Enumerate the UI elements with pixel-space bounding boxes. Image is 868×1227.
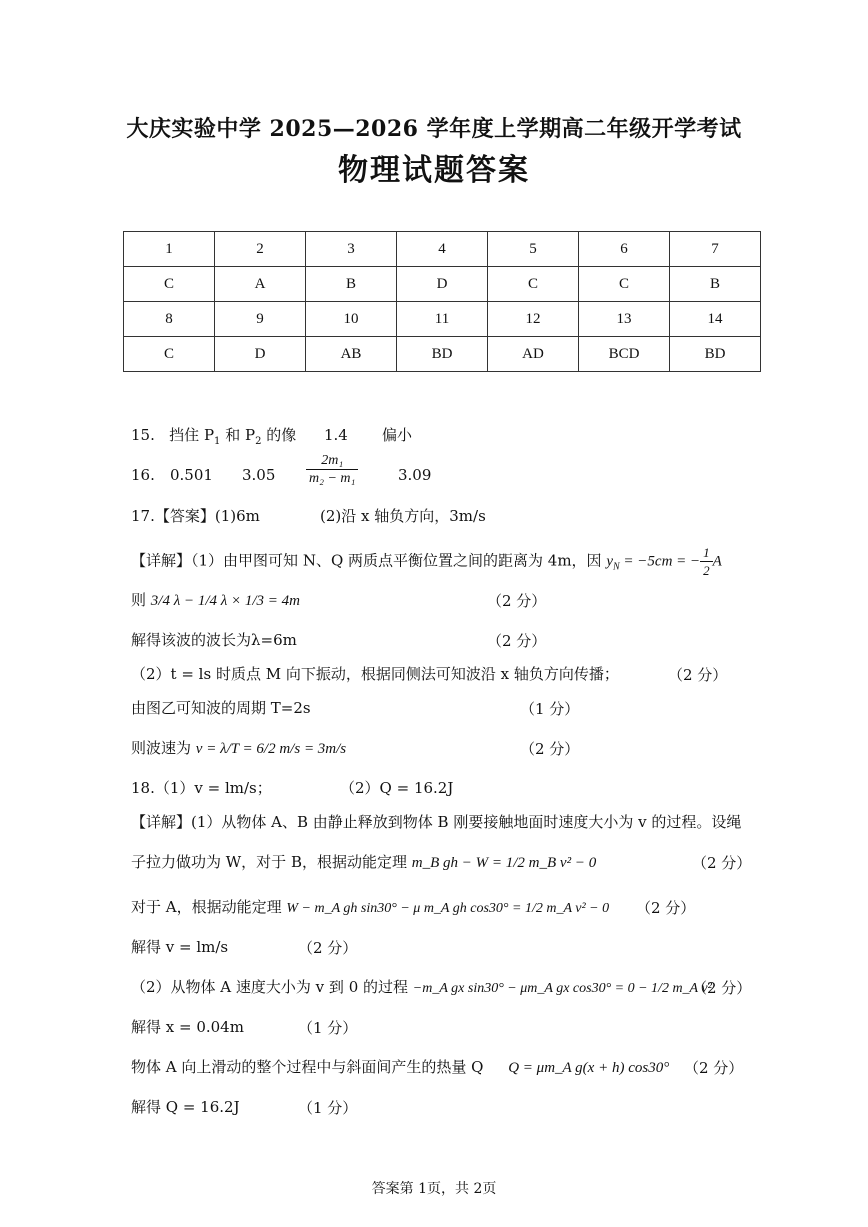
q17-half-num: 1 bbox=[700, 544, 713, 562]
q15-line bbox=[131, 425, 296, 452]
q18-detail8: 解得 Q = 16.2J bbox=[131, 1098, 240, 1116]
q18-detail7-text: 物体 A 向上滑动的整个过程中与斜面间产生的热量 Q bbox=[131, 1058, 484, 1076]
table-cell: 9 bbox=[215, 302, 306, 337]
q18-answer2: （2）Q = 16.2J bbox=[340, 779, 454, 797]
q18-detail2-expr: m_B gh − W = 1/2 m_B v² − 0 bbox=[411, 855, 597, 871]
q18-answer1: 18.（1）v = lm/s； bbox=[131, 779, 272, 797]
table-row bbox=[124, 337, 761, 372]
q17-answer: 17.【答案】(1)6m bbox=[131, 507, 260, 525]
table-cell: 10 bbox=[306, 302, 397, 337]
table-cell: 7 bbox=[670, 232, 761, 267]
q17-detail6 bbox=[131, 738, 346, 759]
q15-answer-mid: 和 P bbox=[220, 426, 256, 444]
q18-score5: （1 分） bbox=[298, 1019, 358, 1037]
q18-detail3-text: 对于 A，根据动能定理 bbox=[131, 898, 282, 916]
q18-detail3 bbox=[131, 897, 609, 919]
table-cell: C bbox=[488, 267, 579, 302]
table-row bbox=[124, 302, 761, 337]
q17-score3: （2 分） bbox=[668, 666, 728, 684]
table-cell: 5 bbox=[488, 232, 579, 267]
table-row bbox=[124, 232, 761, 267]
q17-score5: （2 分） bbox=[520, 740, 580, 758]
page-footer: 答案第 1页，共 2页 bbox=[371, 1181, 497, 1197]
q17-y-symbol: y bbox=[606, 553, 613, 570]
table-cell: C bbox=[124, 337, 215, 372]
table-cell: D bbox=[397, 267, 488, 302]
q18-detail6: 解得 x = 0.04m bbox=[131, 1018, 244, 1036]
q18-score1: （2 分） bbox=[692, 854, 752, 872]
q16-frac-num: 2m₁ bbox=[306, 452, 358, 470]
table-cell: 8 bbox=[124, 302, 215, 337]
table-cell: 12 bbox=[488, 302, 579, 337]
q17-detail2-pre: 则 bbox=[131, 591, 147, 609]
q18-detail2-text: 子拉力做功为 W，对于 B，根据动能定理 bbox=[131, 853, 407, 871]
q15-sub2: 2 bbox=[255, 436, 262, 447]
q17-detail6-pre: 则波速为 bbox=[131, 739, 192, 757]
q18-score3: （2 分） bbox=[298, 939, 358, 957]
q16-fraction bbox=[306, 452, 358, 487]
table-cell: 1 bbox=[124, 232, 215, 267]
q18-detail3-expr: W − m_A gh sin30° − μ m_A gh cos30° = 1/2 m_A v² − 0 bbox=[286, 901, 610, 916]
table-cell: D bbox=[215, 337, 306, 372]
q18-detail7-expr: Q = μm_A g(x + h) cos30° bbox=[508, 1060, 670, 1076]
q17-detail2 bbox=[131, 590, 300, 611]
q18-score2: （2 分） bbox=[636, 899, 696, 917]
q17-detail3: 解得该波的波长为λ=6m bbox=[131, 631, 297, 649]
table-cell: BCD bbox=[579, 337, 670, 372]
q18-detail2 bbox=[131, 852, 596, 873]
q18-detail1: 【详解】(1）从物体 A、B 由静止释放到物体 B 刚要接触地面时速度大小为 v 的过程。设绳 bbox=[131, 813, 742, 831]
q18-detail4: 解得 v = lm/s bbox=[131, 938, 229, 956]
table-cell: A bbox=[215, 267, 306, 302]
q15-value2: 1.4 bbox=[324, 426, 348, 444]
q17-score1: （2 分） bbox=[487, 592, 547, 610]
table-cell: C bbox=[124, 267, 215, 302]
q18-detail5 bbox=[131, 977, 712, 999]
q16-number: 16. bbox=[131, 466, 155, 484]
q17-detail1-text: 【详解】（1）由甲图可知 N、Q 两质点平衡位置之间的距离为 4m，因 bbox=[131, 551, 602, 570]
table-cell: 3 bbox=[306, 232, 397, 267]
q18-detail5-expr: −m_A gx sin30° − μm_A gx cos30° = 0 − 1/2 m_A v² bbox=[412, 981, 712, 996]
table-cell: 13 bbox=[579, 302, 670, 337]
table-cell: 11 bbox=[397, 302, 488, 337]
table-cell: 4 bbox=[397, 232, 488, 267]
q18-detail7 bbox=[131, 1057, 669, 1078]
q17-score2: （2 分） bbox=[487, 632, 547, 650]
q16-value2: 3.05 bbox=[242, 466, 276, 484]
q17-detail5: 由图乙可知波的周期 T=2s bbox=[131, 699, 311, 717]
table-cell: C bbox=[579, 267, 670, 302]
q16-frac-den: m₂ − m₁ bbox=[309, 471, 356, 486]
q17-detail1 bbox=[131, 544, 722, 579]
table-row bbox=[124, 267, 761, 302]
q17-detail2-expr: 3/4 λ − 1/4 λ × 1/3 = 4m bbox=[150, 593, 300, 609]
q18-score4: （2 分） bbox=[692, 979, 752, 997]
exam-title: 大庆实验中学 2025—2026 学年度上学期高二年级开学考试 bbox=[126, 116, 742, 142]
q17-answer2: (2)沿 x 轴负方向，3m/s bbox=[320, 507, 486, 525]
table-cell: B bbox=[306, 267, 397, 302]
answer-table bbox=[123, 231, 761, 372]
q15-answer-end: 的像 bbox=[261, 426, 297, 444]
q16-value4: 3.09 bbox=[398, 466, 432, 484]
table-cell: AD bbox=[488, 337, 579, 372]
q17-detail6-expr: v = λ/T = 6/2 m/s = 3m/s bbox=[195, 741, 347, 757]
table-cell: BD bbox=[670, 337, 761, 372]
q17-amplitude: A bbox=[712, 553, 722, 570]
q18-score6: （2 分） bbox=[684, 1059, 744, 1077]
table-cell: 14 bbox=[670, 302, 761, 337]
answer-title: 物理试题答案 bbox=[338, 153, 530, 188]
q17-y-sub: N bbox=[613, 561, 620, 573]
q18-detail5-text: （2）从物体 A 速度大小为 v 到 0 的过程 bbox=[131, 978, 409, 996]
q15-answer-text: 挡住 P bbox=[169, 426, 215, 444]
q17-detail4: （2）t = ls 时质点 M 向下振动，根据同侧法可知波沿 x 轴负方向传播； bbox=[131, 665, 619, 683]
q15-value3: 偏小 bbox=[382, 426, 413, 444]
table-cell: 6 bbox=[579, 232, 670, 267]
q17-half-den: 2 bbox=[703, 563, 710, 578]
q15-number: 15. bbox=[131, 426, 155, 444]
q17-y-eq: = −5cm = − bbox=[619, 553, 701, 570]
table-cell: B bbox=[670, 267, 761, 302]
q18-score7: （1 分） bbox=[298, 1099, 358, 1117]
table-cell: BD bbox=[397, 337, 488, 372]
table-cell: 2 bbox=[215, 232, 306, 267]
q15-sub1: 1 bbox=[214, 436, 221, 447]
table-cell: AB bbox=[306, 337, 397, 372]
q16-value1: 0.501 bbox=[170, 466, 213, 484]
q17-score4: （1 分） bbox=[520, 700, 580, 718]
